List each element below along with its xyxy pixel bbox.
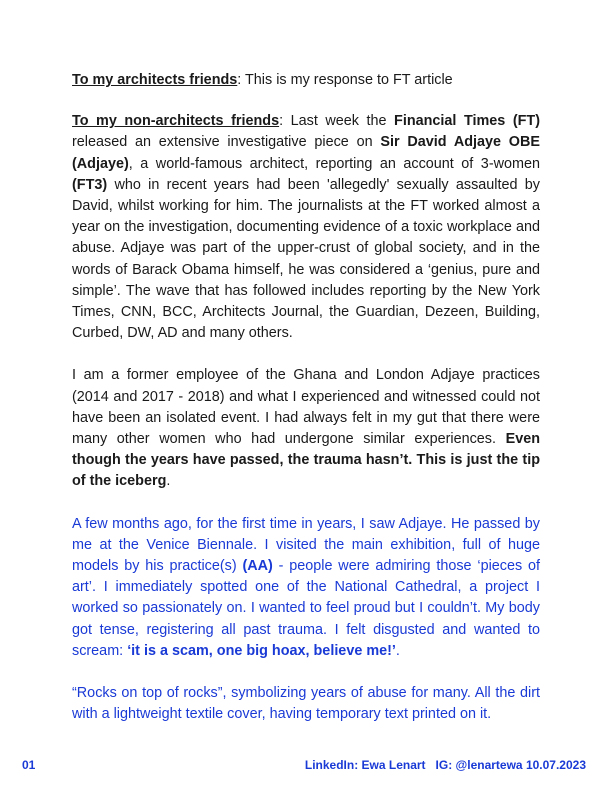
instagram-handle-date: IG: @lenartewa 10.07.2023 [435,758,586,772]
heading-non-architects-friends: To my non-architects friends [72,113,280,130]
document-body [72,70,540,746]
linkedin-handle: LinkedIn: Ewa Lenart [304,758,426,772]
paragraph-text: . [395,642,400,659]
paragraph-rocks: “Rocks on top of rocks”, symbolizing years of abuse for many. All the dirt with a lightweight textile cover, having temporary text printed on it. [72,685,540,723]
bold-ft3: (FT3) [72,176,108,193]
paragraph-venice-biennale [72,514,540,662]
paragraph-architects [72,70,540,91]
paragraph-text: . [166,473,171,490]
paragraph-text: : Last week the [279,113,395,130]
paragraph-former-employee [72,365,540,492]
heading-architects-friends: To my architects friends [72,72,238,88]
footer-contact [305,758,586,772]
paragraph-text: : This is my response to FT article [237,72,453,88]
bold-trauma-statement: Even though the years have passed, the trauma hasn’t. This is just the tip of the iceberg [72,431,540,490]
paragraph-text: - people were admiring those ‘pieces of art’. I immediately spotted one of the National Cathedral, a project I worked so passionately on. I wanted to feel proud but I couldn’t. My body got tense, registering all past trauma. I felt disgusted and wanted to scream: [72,558,540,659]
bold-aa: (AA) [242,558,273,575]
page-number: 01 [22,758,36,772]
paragraph-text: I am a former employee of the Ghana and London Adjaye practices (2014 and 2017 - 2018) and what I experienced and witnessed could not have been an isolated event. I had always felt in my gut that there were many other women who had undergone similar experiences. [72,367,540,448]
paragraph-text: A few months ago, for the first time in years, I saw Adjaye. He passed by me at the Venice Biennale. I visited the main exhibition, full of huge models by his practice(s) [72,515,540,575]
paragraph-non-architects [72,111,540,344]
paragraph-text: released an extensive investigative piece on [72,134,381,151]
paragraph-text: who in recent years had been 'allegedly' sexually assaulted by David, whilst working for him. The journalists at the FT worked almost a year on the investigation, documenting evidence of a toxic workplace and abuse. Adjaye was part of the upper-crust of global society, and in the words of Barack Obama himself, he was considered a ‘genius, pure and simple’. The wave that has followed includes reporting by the New York Times, CNN, BCC, Architects Journal, the Guardian, Dezeen, Building, Curbed, DW, AD and many others. [72,176,540,342]
bold-financial-times: Financial Times (FT) [394,113,541,130]
paragraph-text: , a world-famous architect, reporting an account of 3-women [128,155,540,172]
bold-adjaye-name: Sir David Adjaye OBE (Adjaye) [72,134,540,172]
bold-scam-quote: ‘it is a scam, one big hoax, believe me!’ [127,642,396,659]
